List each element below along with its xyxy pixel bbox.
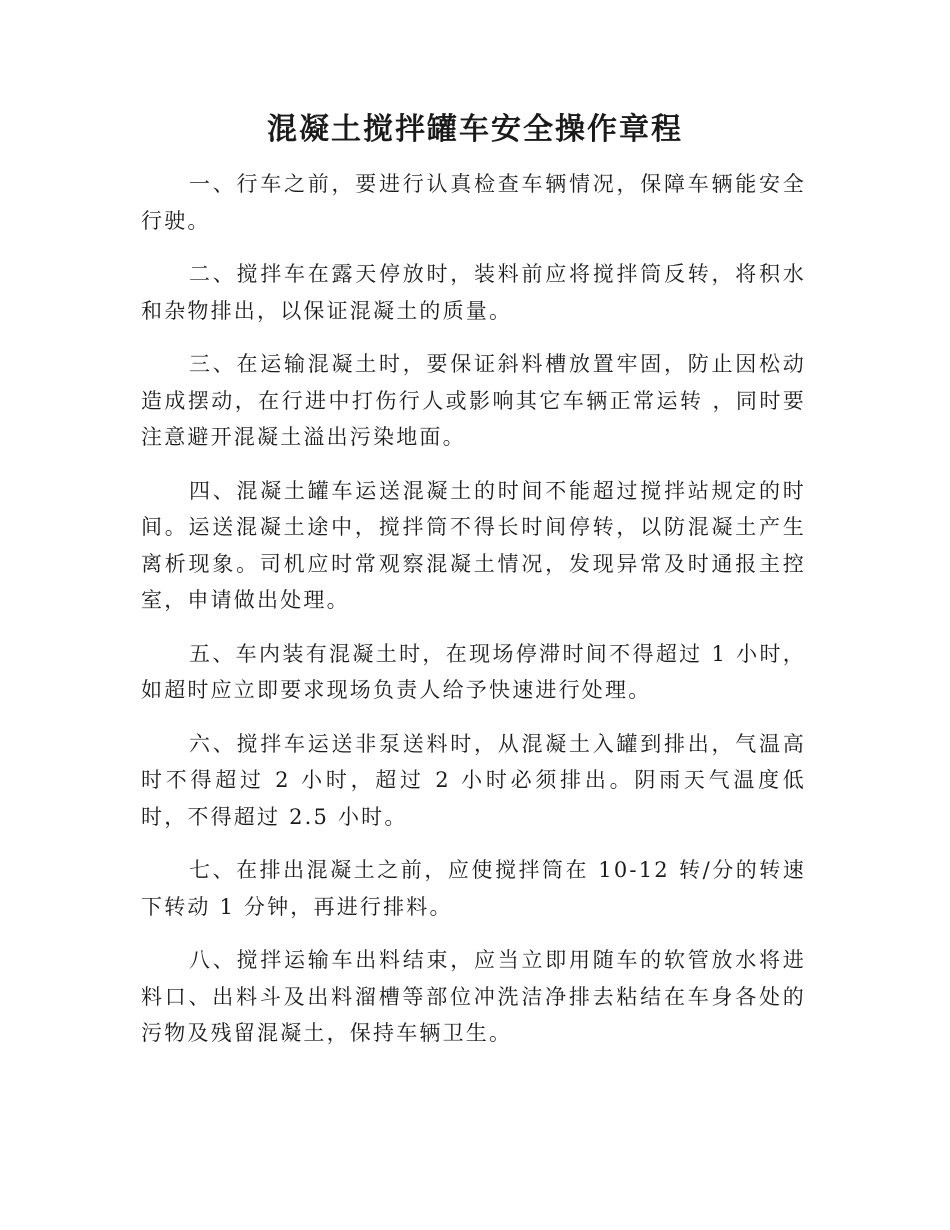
paragraph-5: 五、车内装有混凝土时，在现场停滞时间不得超过 1 小时，如超时应立即要求现场负责人给予快速进行处理。	[141, 641, 806, 702]
document-body	[141, 166, 806, 1069]
paragraph-7: 七、在排出混凝土之前，应使搅拌筒在 10-12 转/分的转速下转动 1 分钟，再进行排料。	[141, 858, 806, 919]
paragraph-3: 三、在运输混凝土时，要保证斜料槽放置牢固，防止因松动造成摆动，在行进中打伤行人或影响其它车辆正常运转 ，同时要注意避开混凝土溢出污染地面。	[141, 352, 806, 449]
paragraph-4: 四、混凝土罐车运送混凝土的时间不能超过搅拌站规定的时间。运送混凝土途中，搅拌筒不得长时间停转，以防混凝土产生离析现象。司机应时常观察混凝土情况，发现异常及时通报主控室，申请做出处理。	[141, 478, 806, 612]
paragraph-1: 一、行车之前，要进行认真检查车辆情况，保障车辆能安全行驶。	[141, 172, 806, 233]
paragraph-8: 八、搅拌运输车出料结束，应当立即用随车的软管放水将进料口、出料斗及出料溜槽等部位冲洗洁净排去粘结在车身各处的污物及残留混凝土，保持车辆卫生。	[141, 948, 806, 1045]
paragraph-2: 二、搅拌车在露天停放时，装料前应将搅拌筒反转，将积水和杂物排出，以保证混凝土的质量。	[141, 262, 806, 323]
paragraph-6: 六、搅拌车运送非泵送料时，从混凝土入罐到排出，气温高时不得超过 2 小时，超过 2 小时必须排出。阴雨天气温度低时，不得超过 2.5 小时。	[141, 731, 806, 829]
document-title: 混凝土搅拌罐车安全操作章程	[267, 112, 683, 147]
